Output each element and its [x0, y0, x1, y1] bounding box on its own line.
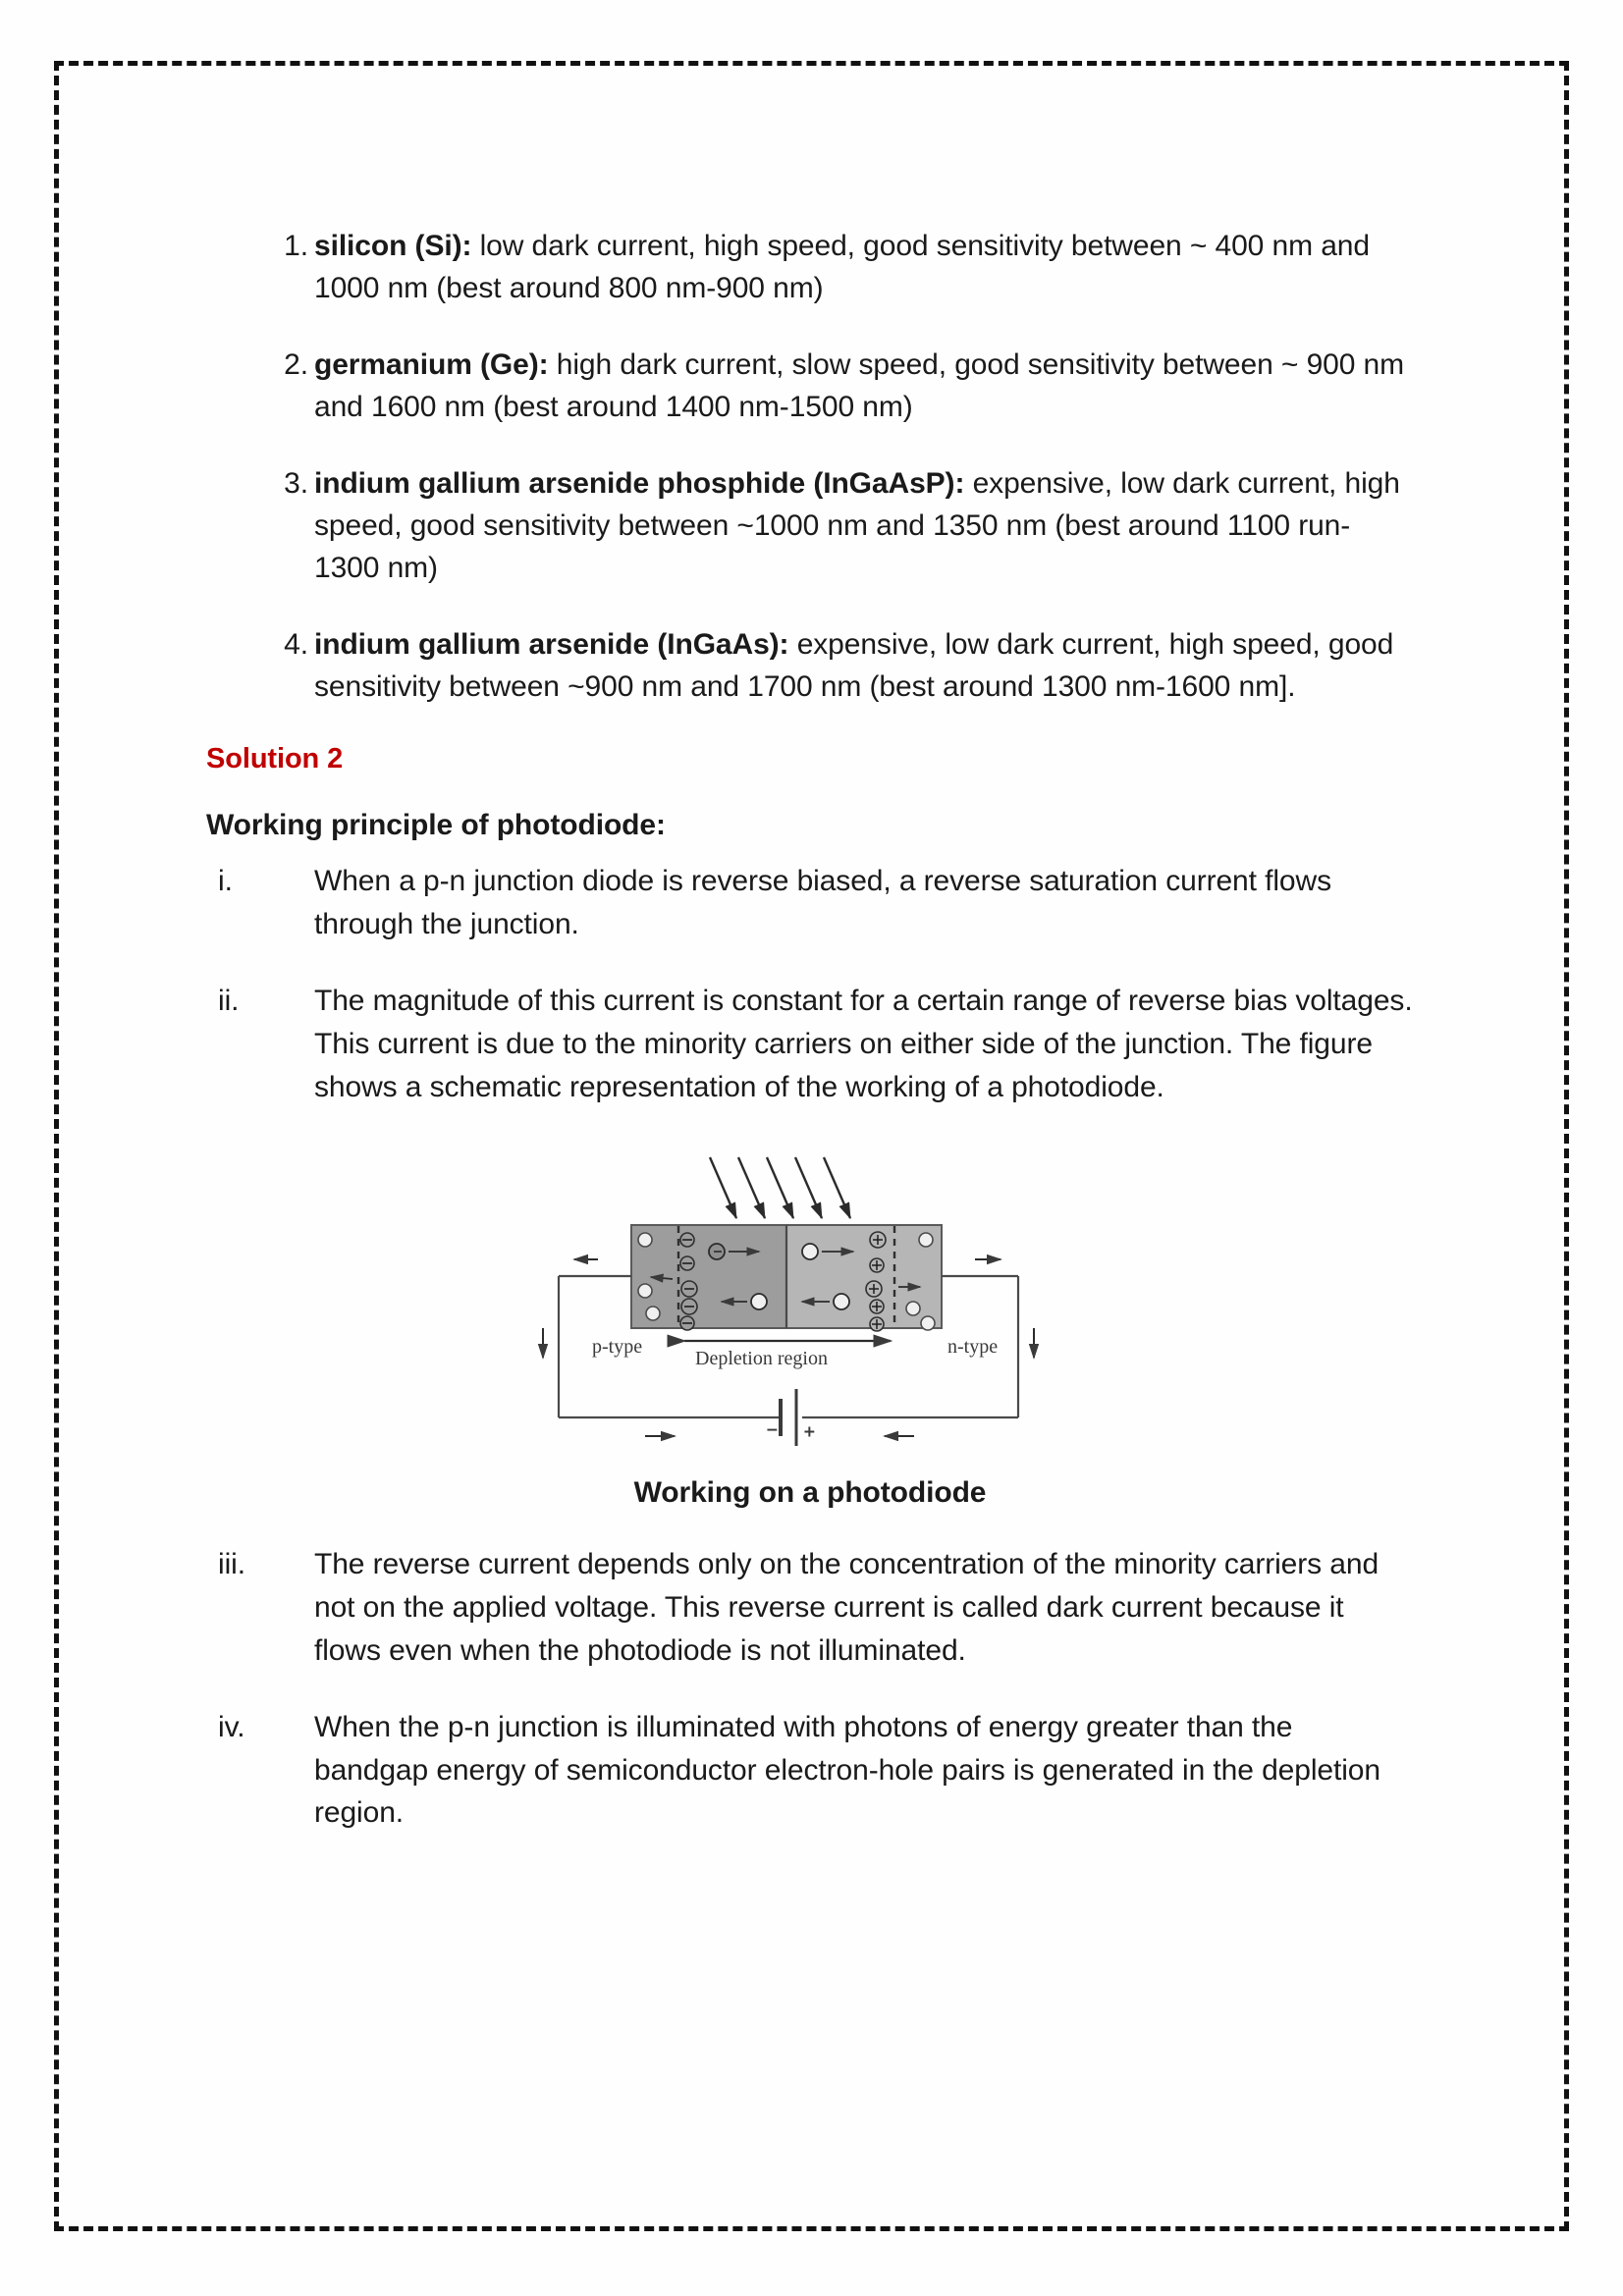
battery-positive-label: +	[804, 1422, 815, 1444]
principle-text: When the p-n junction is illuminated with photons of energy greater than the bandgap energy of semiconductor electron-hole pairs is generated in the depletion region.	[314, 1710, 1380, 1830]
photodiode-figure	[206, 1142, 1414, 1470]
semiconductor-block	[631, 1225, 942, 1328]
list-marker: 4.	[284, 628, 308, 662]
material-description: high dark current, slow speed, good sensitivity between ~ 900 nm and 1600 nm (best around 1400 nm-1500 nm)	[314, 348, 1405, 423]
list-marker: iv.	[218, 1710, 245, 1743]
material-term: silicon (Si):	[314, 230, 472, 262]
list-item	[206, 860, 1414, 946]
list-marker: i.	[218, 865, 233, 898]
list-item	[206, 1543, 1414, 1672]
principle-list-top	[206, 860, 1414, 1108]
list-item	[206, 226, 1414, 309]
list-marker: iii.	[218, 1548, 245, 1581]
principle-text: The reverse current depends only on the concentration of the minority carriers and not on the applied voltage. This reverse current is called dark current because it flows even when the photodiode is not illuminated.	[314, 1548, 1380, 1667]
material-description: expensive, low dark current, high speed, good sensitivity between ~900 nm and 1700 nm (best around 1300 nm-1600 nm].	[314, 628, 1394, 703]
list-marker: 1.	[284, 230, 308, 262]
figure-caption: Working on a photodiode	[633, 1476, 987, 1510]
photodiode-material-list	[206, 226, 1414, 708]
list-item	[206, 624, 1414, 708]
list-marker: 3.	[284, 467, 308, 501]
document-content	[206, 226, 1414, 1868]
list-item	[206, 1706, 1414, 1835]
material-description: expensive, low dark current, high speed, good sensitivity between ~1000 nm and 1350 nm (best around 1100 run-1300 nm)	[314, 467, 1400, 584]
list-item	[206, 345, 1414, 428]
photodiode-schematic-svg	[535, 1142, 1085, 1466]
battery-negative-label: −	[767, 1420, 778, 1442]
incident-light-arrows	[710, 1157, 850, 1218]
depletion-region-label: Depletion region	[695, 1348, 828, 1370]
principle-text: The magnitude of this current is constant for a certain range of reverse bias voltages. This current is due to the minority carriers on either side of the junction. The figure shows a schematic representation of the working of a photodiode.	[314, 984, 1413, 1103]
principle-list-bottom	[206, 1543, 1414, 1835]
solution-heading: Solution 2	[206, 743, 344, 775]
material-term: indium gallium arsenide (InGaAs):	[314, 628, 789, 662]
principle-text: When a p-n junction diode is reverse biased, a reverse saturation current flows through the junction.	[314, 865, 1331, 941]
material-term: germanium (Ge):	[314, 348, 549, 382]
material-term: indium gallium arsenide phosphide (InGaAsP):	[314, 467, 965, 501]
list-item	[206, 980, 1414, 1108]
list-marker: ii.	[218, 984, 240, 1017]
list-item	[206, 463, 1414, 589]
working-principle-subheading: Working principle of photodiode:	[206, 809, 666, 842]
n-type-label: n-type	[947, 1336, 999, 1359]
list-marker: 2.	[284, 348, 308, 382]
p-type-label: p-type	[592, 1336, 643, 1359]
material-description: low dark current, high speed, good sensitivity between ~ 400 nm and 1000 nm (best around 800 nm-900 nm)	[314, 230, 1370, 304]
